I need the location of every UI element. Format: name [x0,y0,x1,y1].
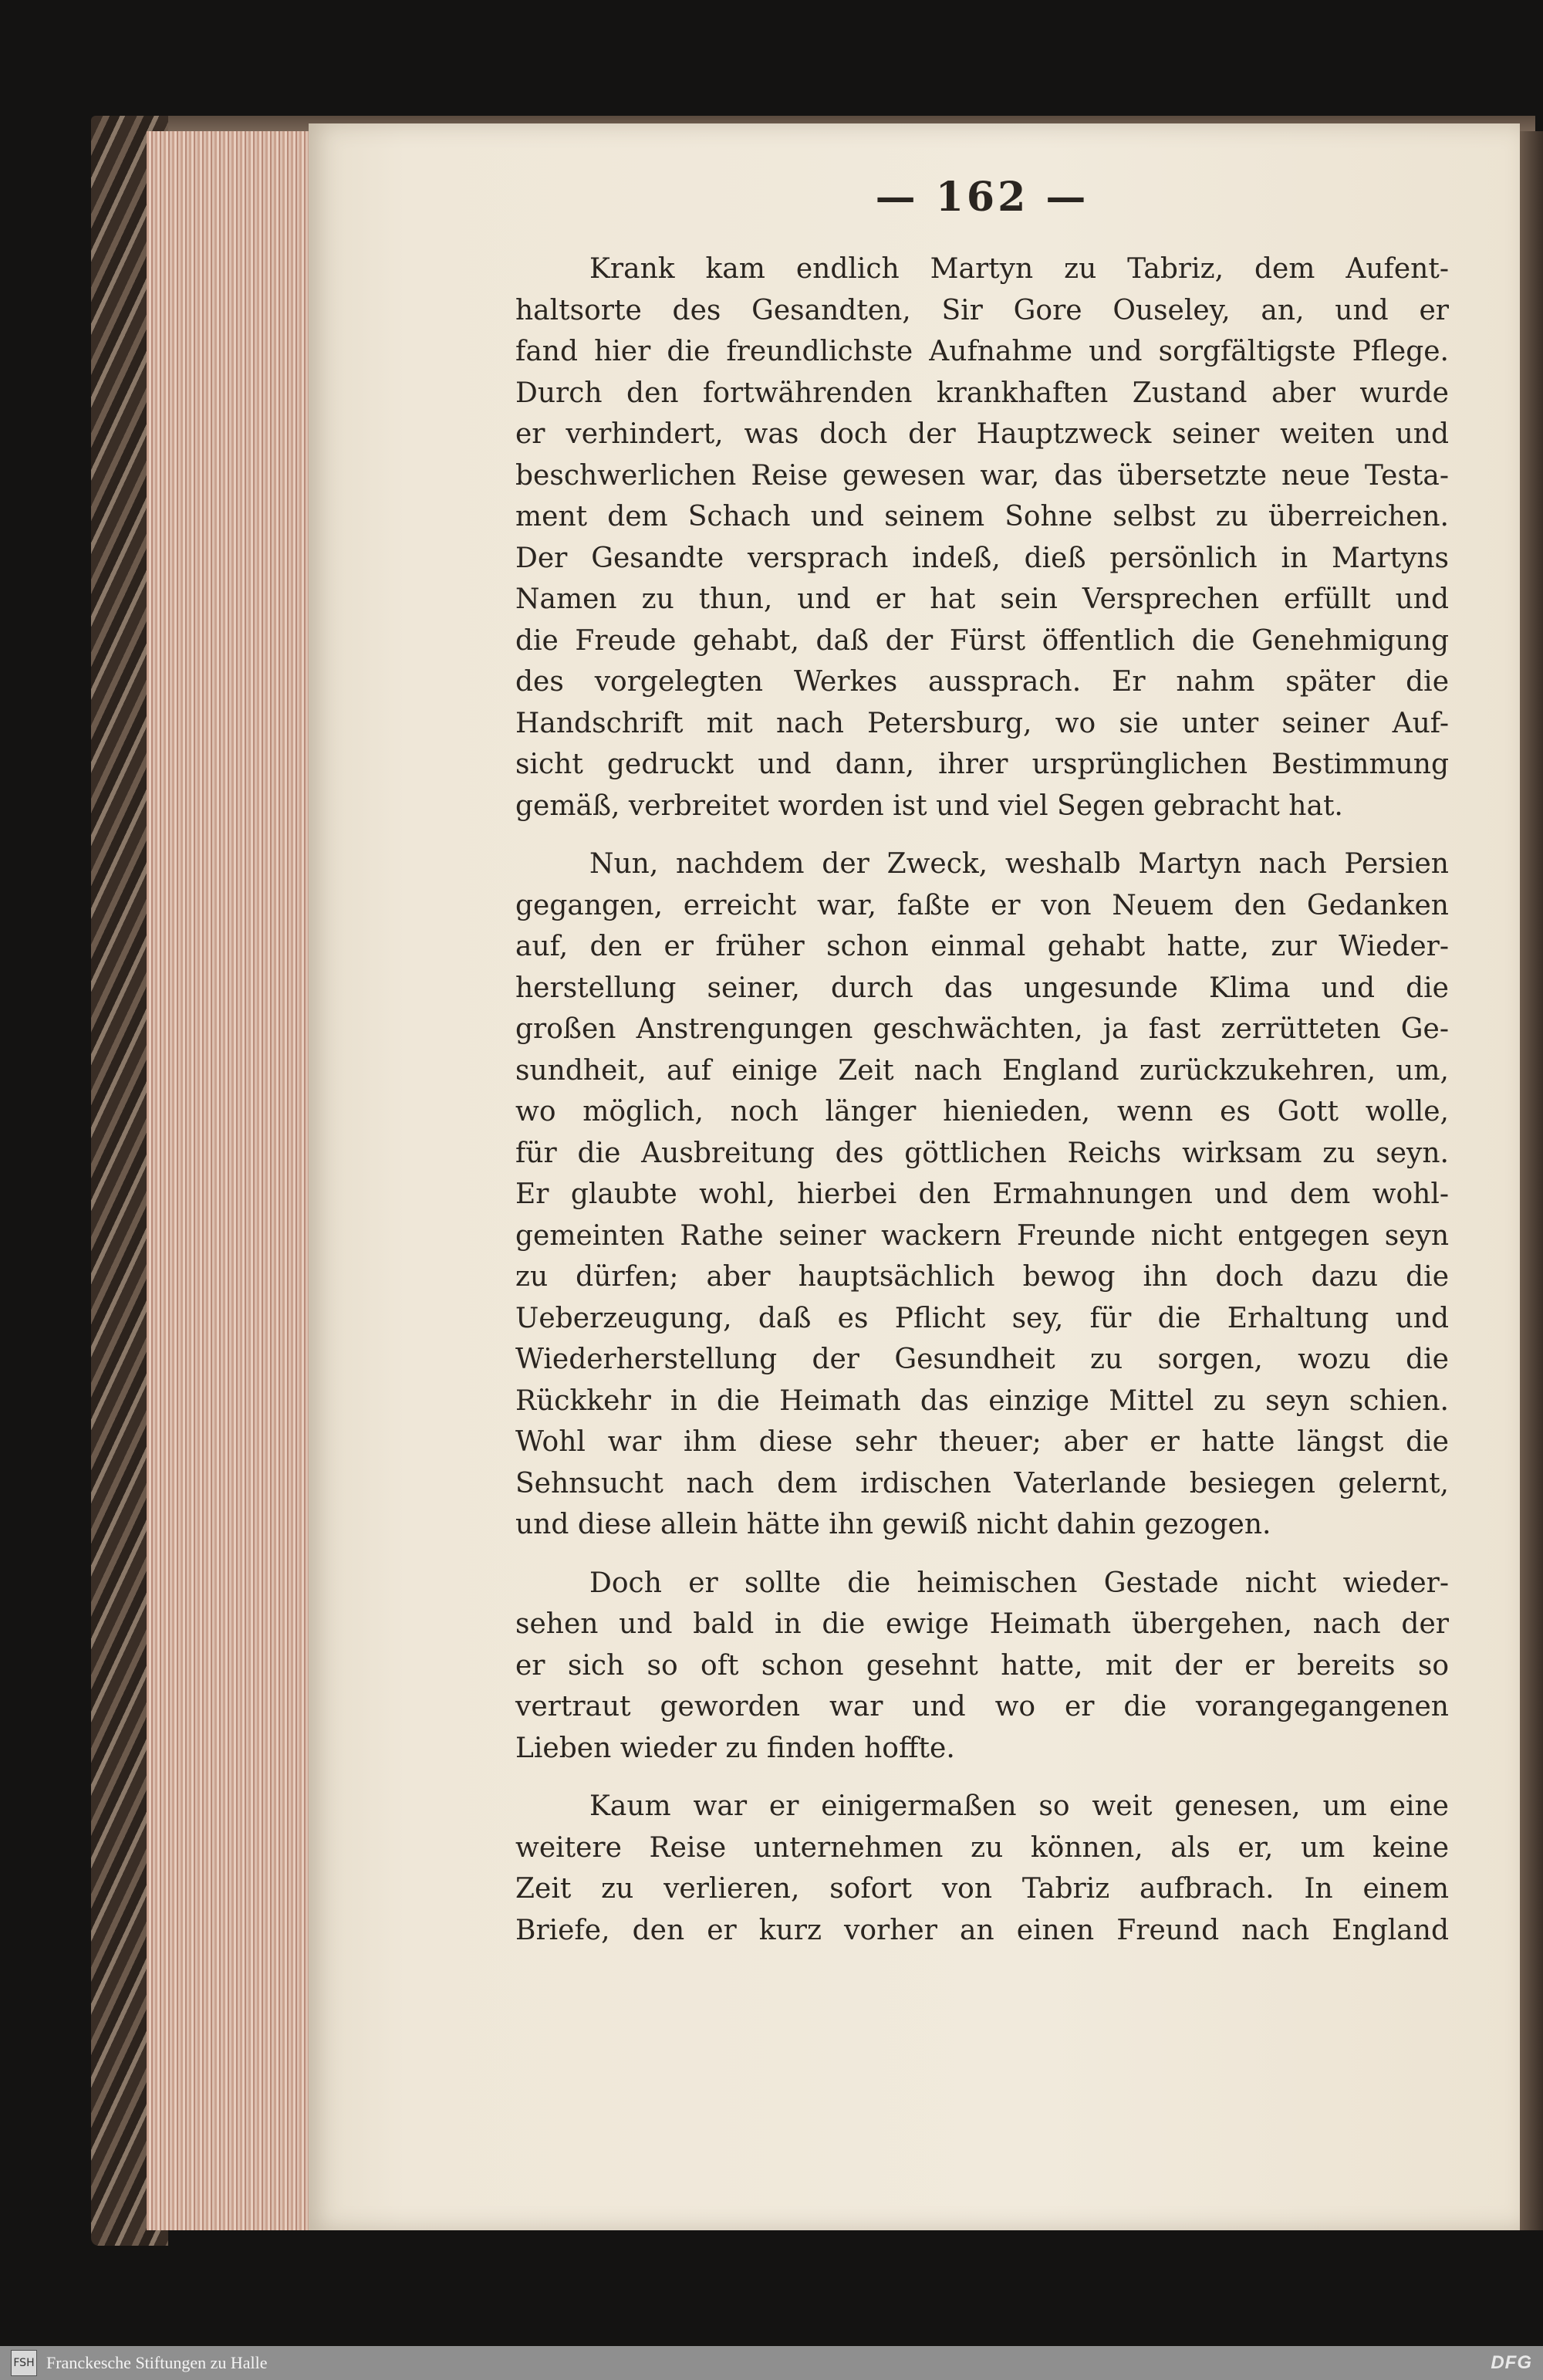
paragraph-container [515,248,1449,1951]
text-line: Der Gesandte versprach indeß, dieß persönlich in Martyns [515,542,1449,574]
text-line: Briefe, den er kurz vorher an einen Freund nach England [515,1914,1449,1946]
text-line: großen Anstrengungen geschwächten, ja fast zerrütteten Ge- [515,1013,1449,1045]
text-line: gemeinten Rathe seiner wackern Freunde nicht entgegen seyn [515,1219,1449,1252]
text-line: fand hier die freundlichste Aufnahme und sorgfältigste Pflege. [515,336,1449,367]
text-line: Rückkehr in die Heimath das einzige Mittel zu seyn schien. [515,1384,1449,1417]
text-line: Wohl war ihm diese sehr theuer; aber er hatte längst die [515,1426,1449,1458]
text-line: Durch den fortwährenden krankhaften Zustand aber wurde [515,377,1449,409]
text-line: Zeit zu verlieren, sofort von Tabriz aufbrach. In einem [515,1873,1449,1905]
text-line: Sehnsucht nach dem irdischen Vaterlande besiegen gelernt, [515,1467,1449,1499]
text-line: haltsorte des Gesandten, Sir Gore Ouseley, an, und er [515,294,1449,326]
footer-bar [0,2346,1543,2380]
footer-institution [11,2350,268,2376]
text-line: sicht gedruckt und dann, ihrer ursprünglichen Bestimmung [515,749,1449,780]
dfg-logo: DFG [1491,2352,1532,2373]
text-line: Kaum war er einigermaßen so weit genesen, um eine [589,1790,1449,1822]
text-line: Er glaubte wohl, hierbei den Ermahnungen und dem wohl- [515,1178,1449,1210]
text-line: Doch er sollte die heimischen Gestade nicht wieder- [589,1567,1449,1599]
text-line: Wiederherstellung der Gesundheit zu sorgen, wozu die [515,1344,1449,1375]
paragraph [515,1563,1449,1770]
paragraph [515,843,1449,1546]
text-line: wo möglich, noch länger hienieden, wenn es Gott wolle, [515,1096,1449,1127]
text-line: vertraut geworden war und wo er die vorangegangenen [515,1691,1449,1722]
paragraph [515,1786,1449,1951]
text-line: Handschrift mit nach Petersburg, wo sie unter seiner Auf- [515,707,1449,739]
text-line: weitere Reise unternehmen zu können, als er, um keine [515,1831,1449,1864]
text-line: auf, den er früher schon einmal gehabt hatte, zur Wieder- [515,931,1449,962]
text-line: zu dürfen; aber hauptsächlich bewog ihn doch dazu die [515,1261,1449,1293]
text-line: beschwerlichen Reise gewesen war, das übersetzte neue Testa- [515,459,1449,492]
text-line: die Freude gehabt, daß der Fürst öffentlich die Genehmigung [515,624,1449,657]
text-line: des vorgelegten Werkes aussprach. Er nahm später die [515,666,1449,698]
text-line: sundheit, auf einige Zeit nach England zurückzukehren, um, [515,1054,1449,1087]
text-line: Namen zu thun, und er hat sein Versprechen erfüllt und [515,583,1449,615]
text-line: für die Ausbreitung des göttlichen Reichs wirksam zu seyn. [515,1137,1449,1169]
book-cover-right [1520,131,1543,2230]
institution-logo-icon: FSH [11,2350,37,2376]
text-line: herstellung seiner, durch das ungesunde Klima und die [515,972,1449,1004]
text-line: er verhindert, was doch der Hauptzweck seiner weiten und [515,418,1449,450]
text-line: Nun, nachdem der Zweck, weshalb Martyn nach Persien [589,848,1449,880]
text-line: und diese allein hätte ihn gewiß nicht dahin gezogen. [515,1509,1271,1540]
text-line: gegangen, erreicht war, faßte er von Neuem den Gedanken [515,889,1449,921]
text-line: Krank kam endlich Martyn zu Tabriz, dem Aufent- [589,253,1449,285]
text-line: er sich so oft schon gesehnt hatte, mit der er bereits so [515,1649,1449,1682]
paragraph [515,248,1449,827]
text-line: ment dem Schach und seinem Sohne selbst zu überreichen. [515,501,1449,532]
text-line: gemäß, verbreitet worden ist und viel Segen gebracht hat. [515,789,1343,822]
page-fore-edge [147,131,312,2230]
page-text [515,174,1449,1968]
institution-name: Franckesche Stiftungen zu Halle [46,2353,268,2372]
text-line: Lieben wieder zu finden hoffte. [515,1732,955,1764]
text-line: sehen und bald in die ewige Heimath übergehen, nach der [515,1608,1449,1640]
text-line: Ueberzeugung, daß es Pflicht sey, für die Erhaltung und [515,1302,1449,1334]
page-number: — 162 — [875,174,1089,221]
